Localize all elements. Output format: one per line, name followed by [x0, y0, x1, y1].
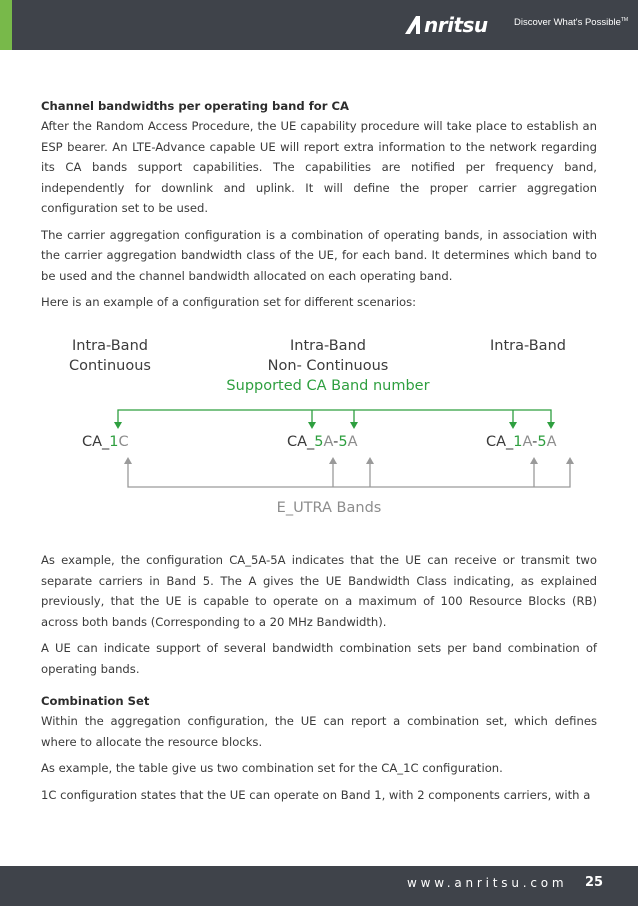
- label-intra-band-continuous: [62, 336, 158, 376]
- bandwidth-class: A: [546, 434, 557, 450]
- paragraph: Here is an example of a configuration set for different scenarios:: [41, 295, 417, 309]
- section-channel-bandwidths: [41, 96, 597, 319]
- separator: -: [333, 434, 339, 450]
- paragraph: 1C configuration states that the UE can operate on Band 1, with 2 components carriers, with a: [41, 787, 591, 802]
- logo-wordmark: nritsu: [424, 13, 488, 37]
- bandwidth-class: A: [323, 434, 334, 450]
- bandwidth-class: A: [347, 434, 358, 450]
- grey-bracket: [128, 460, 570, 487]
- band-number: 5: [338, 434, 348, 450]
- tagline-text: Discover What's Possible: [514, 17, 621, 29]
- ca-prefix: CA_: [287, 434, 315, 450]
- label-line: Intra-Band: [290, 338, 366, 354]
- ca-configuration-diagram: [0, 330, 638, 530]
- anritsu-logo: [404, 13, 488, 37]
- label-supported-ca-band-number: Supported CA Band number: [226, 378, 430, 394]
- paragraph: The carrier aggregation configuration is a combination of operating bands, in association with the carrier aggregation bandwidth class of the UE, for each band. It determines which band to be used and the channel bandwidth allocated on each operating band.: [41, 227, 597, 283]
- grey-arrowheads: [124, 457, 574, 464]
- bandwidth-class: A: [522, 434, 533, 450]
- footer-website-url: www.anritsu.com: [407, 876, 568, 890]
- section-heading: Combination Set: [41, 694, 150, 708]
- ca-config-1a-5a: [486, 434, 557, 450]
- label-intra-band-non-continuous: [248, 336, 408, 376]
- section-heading: Channel bandwidths per operating band for CA: [41, 99, 350, 113]
- paragraph: As example, the table give us two combination set for the CA_1C configuration.: [41, 761, 503, 775]
- ca-prefix: CA_: [82, 434, 110, 450]
- band-number: 5: [314, 434, 324, 450]
- label-eutra-bands: E_UTRA Bands: [276, 500, 382, 516]
- band-number: 1: [513, 434, 523, 450]
- ca-config-1c: [82, 434, 129, 450]
- trademark-symbol: TM: [620, 17, 629, 23]
- ca-config-5a-5a: [287, 434, 358, 450]
- page-header: [0, 0, 638, 50]
- band-number: 5: [537, 434, 547, 450]
- brand-tagline: [514, 17, 628, 28]
- label-line: Continuous: [69, 358, 151, 374]
- label-line: Intra-Band: [490, 338, 566, 354]
- bandwidth-class: C: [118, 434, 129, 450]
- paragraph: After the Random Access Procedure, the UE capability procedure will take place to establish an ESP bearer. An LTE-Advance capable UE will report extra information to the network regarding its CA bands support capabilities. The capabilities are notified per frequency band, independently for downlink and uplink. It will define the proper carrier aggregation configuration set to be used.: [41, 119, 597, 215]
- section-combination-set: [41, 550, 597, 811]
- page-number: 25: [585, 875, 604, 890]
- paragraph: A UE can indicate support of several bandwidth combination sets per band combination of operating bands.: [41, 641, 597, 676]
- paragraph: Within the aggregation configuration, the UE can report a combination set, which defines where to allocate the resource blocks.: [41, 714, 597, 749]
- header-accent-tab: [0, 0, 12, 50]
- green-arrowheads: [114, 422, 555, 429]
- logo-a-mark-icon: [404, 15, 426, 35]
- ca-prefix: CA_: [486, 434, 514, 450]
- green-bracket: [118, 410, 551, 427]
- page-footer: [0, 866, 638, 906]
- paragraph: As example, the configuration CA_5A-5A indicates that the UE can receive or transmit two separate carriers in Band 5. The A gives the UE Bandwidth Class indicating, as explained previously, that the UE is capable to operate on a maximum of 100 Resource Blocks (RB) across both bands (Corresponding to a 20 MHz Bandwidth).: [41, 553, 597, 629]
- label-line: Intra-Band: [72, 338, 148, 354]
- band-number: 1: [109, 434, 119, 450]
- label-intra-band: [480, 336, 576, 356]
- separator: -: [532, 434, 538, 450]
- label-line: Non- Continuous: [267, 358, 389, 374]
